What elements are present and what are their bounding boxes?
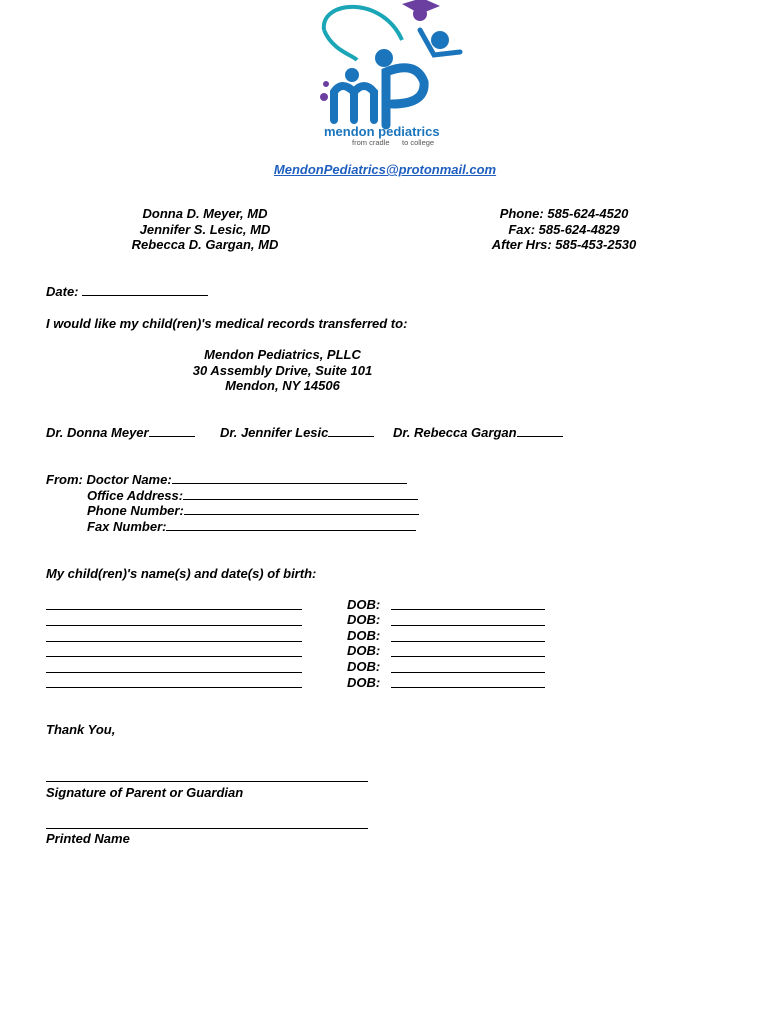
practice-address [170, 347, 395, 394]
dob-label: DOB: [347, 628, 381, 643]
office-address-field[interactable] [87, 488, 418, 503]
dob-label: DOB: [347, 612, 381, 627]
practice-name: Mendon Pediatrics, PLLC [204, 347, 361, 362]
child-name-line[interactable] [46, 687, 302, 688]
fax-number-line[interactable] [166, 519, 416, 531]
child-name-line[interactable] [46, 609, 302, 610]
after-hours-line: After Hrs: 585-453-2530 [491, 237, 637, 253]
dob-line[interactable] [391, 641, 545, 642]
child-name-line[interactable] [46, 641, 302, 642]
dob-line[interactable] [391, 687, 545, 688]
signature-label: Signature of Parent or Guardian [46, 785, 244, 800]
child-name-line[interactable] [46, 625, 302, 626]
doctor-choice-label: Dr. Donna Meyer [46, 425, 149, 440]
date-label: Date: [46, 284, 79, 299]
signature-line[interactable] [46, 781, 368, 782]
logo-tagline-left: from cradle [352, 138, 390, 147]
children-label: My child(ren)'s name(s) and date(s) of birth: [46, 566, 317, 581]
date-line[interactable] [82, 284, 208, 296]
dob-line[interactable] [391, 625, 545, 626]
dob-line[interactable] [391, 656, 545, 657]
doctor-choice-lesic[interactable] [220, 425, 374, 440]
office-address-line[interactable] [183, 488, 418, 500]
doctor-choice-line[interactable] [328, 425, 374, 437]
date-field[interactable] [46, 284, 208, 299]
from-doctor-label: From: Doctor Name: [46, 472, 172, 487]
dob-line[interactable] [391, 609, 545, 610]
doctor-choice-meyer[interactable] [46, 425, 195, 440]
phone-number-field[interactable] [87, 503, 419, 518]
doctor-line: Rebecca D. Gargan, MD [131, 237, 279, 253]
contact-info [478, 206, 650, 253]
office-address-label: Office Address: [87, 488, 184, 503]
from-doctor-field[interactable] [46, 472, 407, 487]
phone-number-line[interactable] [184, 503, 419, 515]
phone-number-label: Phone Number: [87, 503, 184, 518]
thank-you-text: Thank You, [46, 722, 116, 737]
doctor-choice-line[interactable] [149, 425, 195, 437]
child-name-line[interactable] [46, 672, 302, 673]
logo-name: mendon pediatrics [324, 124, 440, 139]
doctor-choice-label: Dr. Jennifer Lesic [220, 425, 329, 440]
printed-name-label: Printed Name [46, 831, 130, 846]
dob-label: DOB: [347, 643, 381, 658]
fax-number-field[interactable] [87, 519, 416, 534]
doctor-choice-line[interactable] [517, 425, 563, 437]
dob-label: DOB: [347, 659, 381, 674]
child-name-line[interactable] [46, 656, 302, 657]
practice-city: Mendon, NY 14506 [225, 378, 340, 394]
logo-tagline-right: to college [402, 138, 435, 147]
from-doctor-line[interactable] [172, 472, 407, 484]
practice-email-link[interactable]: MendonPediatrics@protonmail.com [273, 162, 497, 177]
doctor-choice-label: Dr. Rebecca Gargan [393, 425, 517, 440]
doctor-choice-gargan[interactable] [393, 425, 563, 440]
phone-line: Phone: 585-624-4520 [499, 206, 629, 221]
dob-line[interactable] [391, 672, 545, 673]
logo-rope-icon [324, 7, 402, 40]
transfer-text: I would like my child(ren)'s medical records transferred to: [46, 316, 408, 331]
dob-label: DOB: [347, 675, 381, 690]
doctor-line: Jennifer S. Lesic, MD [139, 221, 271, 237]
dob-label: DOB: [347, 597, 381, 612]
doctor-line: Donna D. Meyer, MD [142, 206, 268, 221]
fax-number-label: Fax Number: [87, 519, 167, 534]
doctors-list [120, 206, 290, 253]
printed-name-line[interactable] [46, 828, 368, 829]
mendon-pediatrics-logo [312, 0, 472, 150]
fax-line: Fax: 585-624-4829 [508, 221, 620, 237]
practice-street: 30 Assembly Drive, Suite 101 [192, 362, 373, 378]
